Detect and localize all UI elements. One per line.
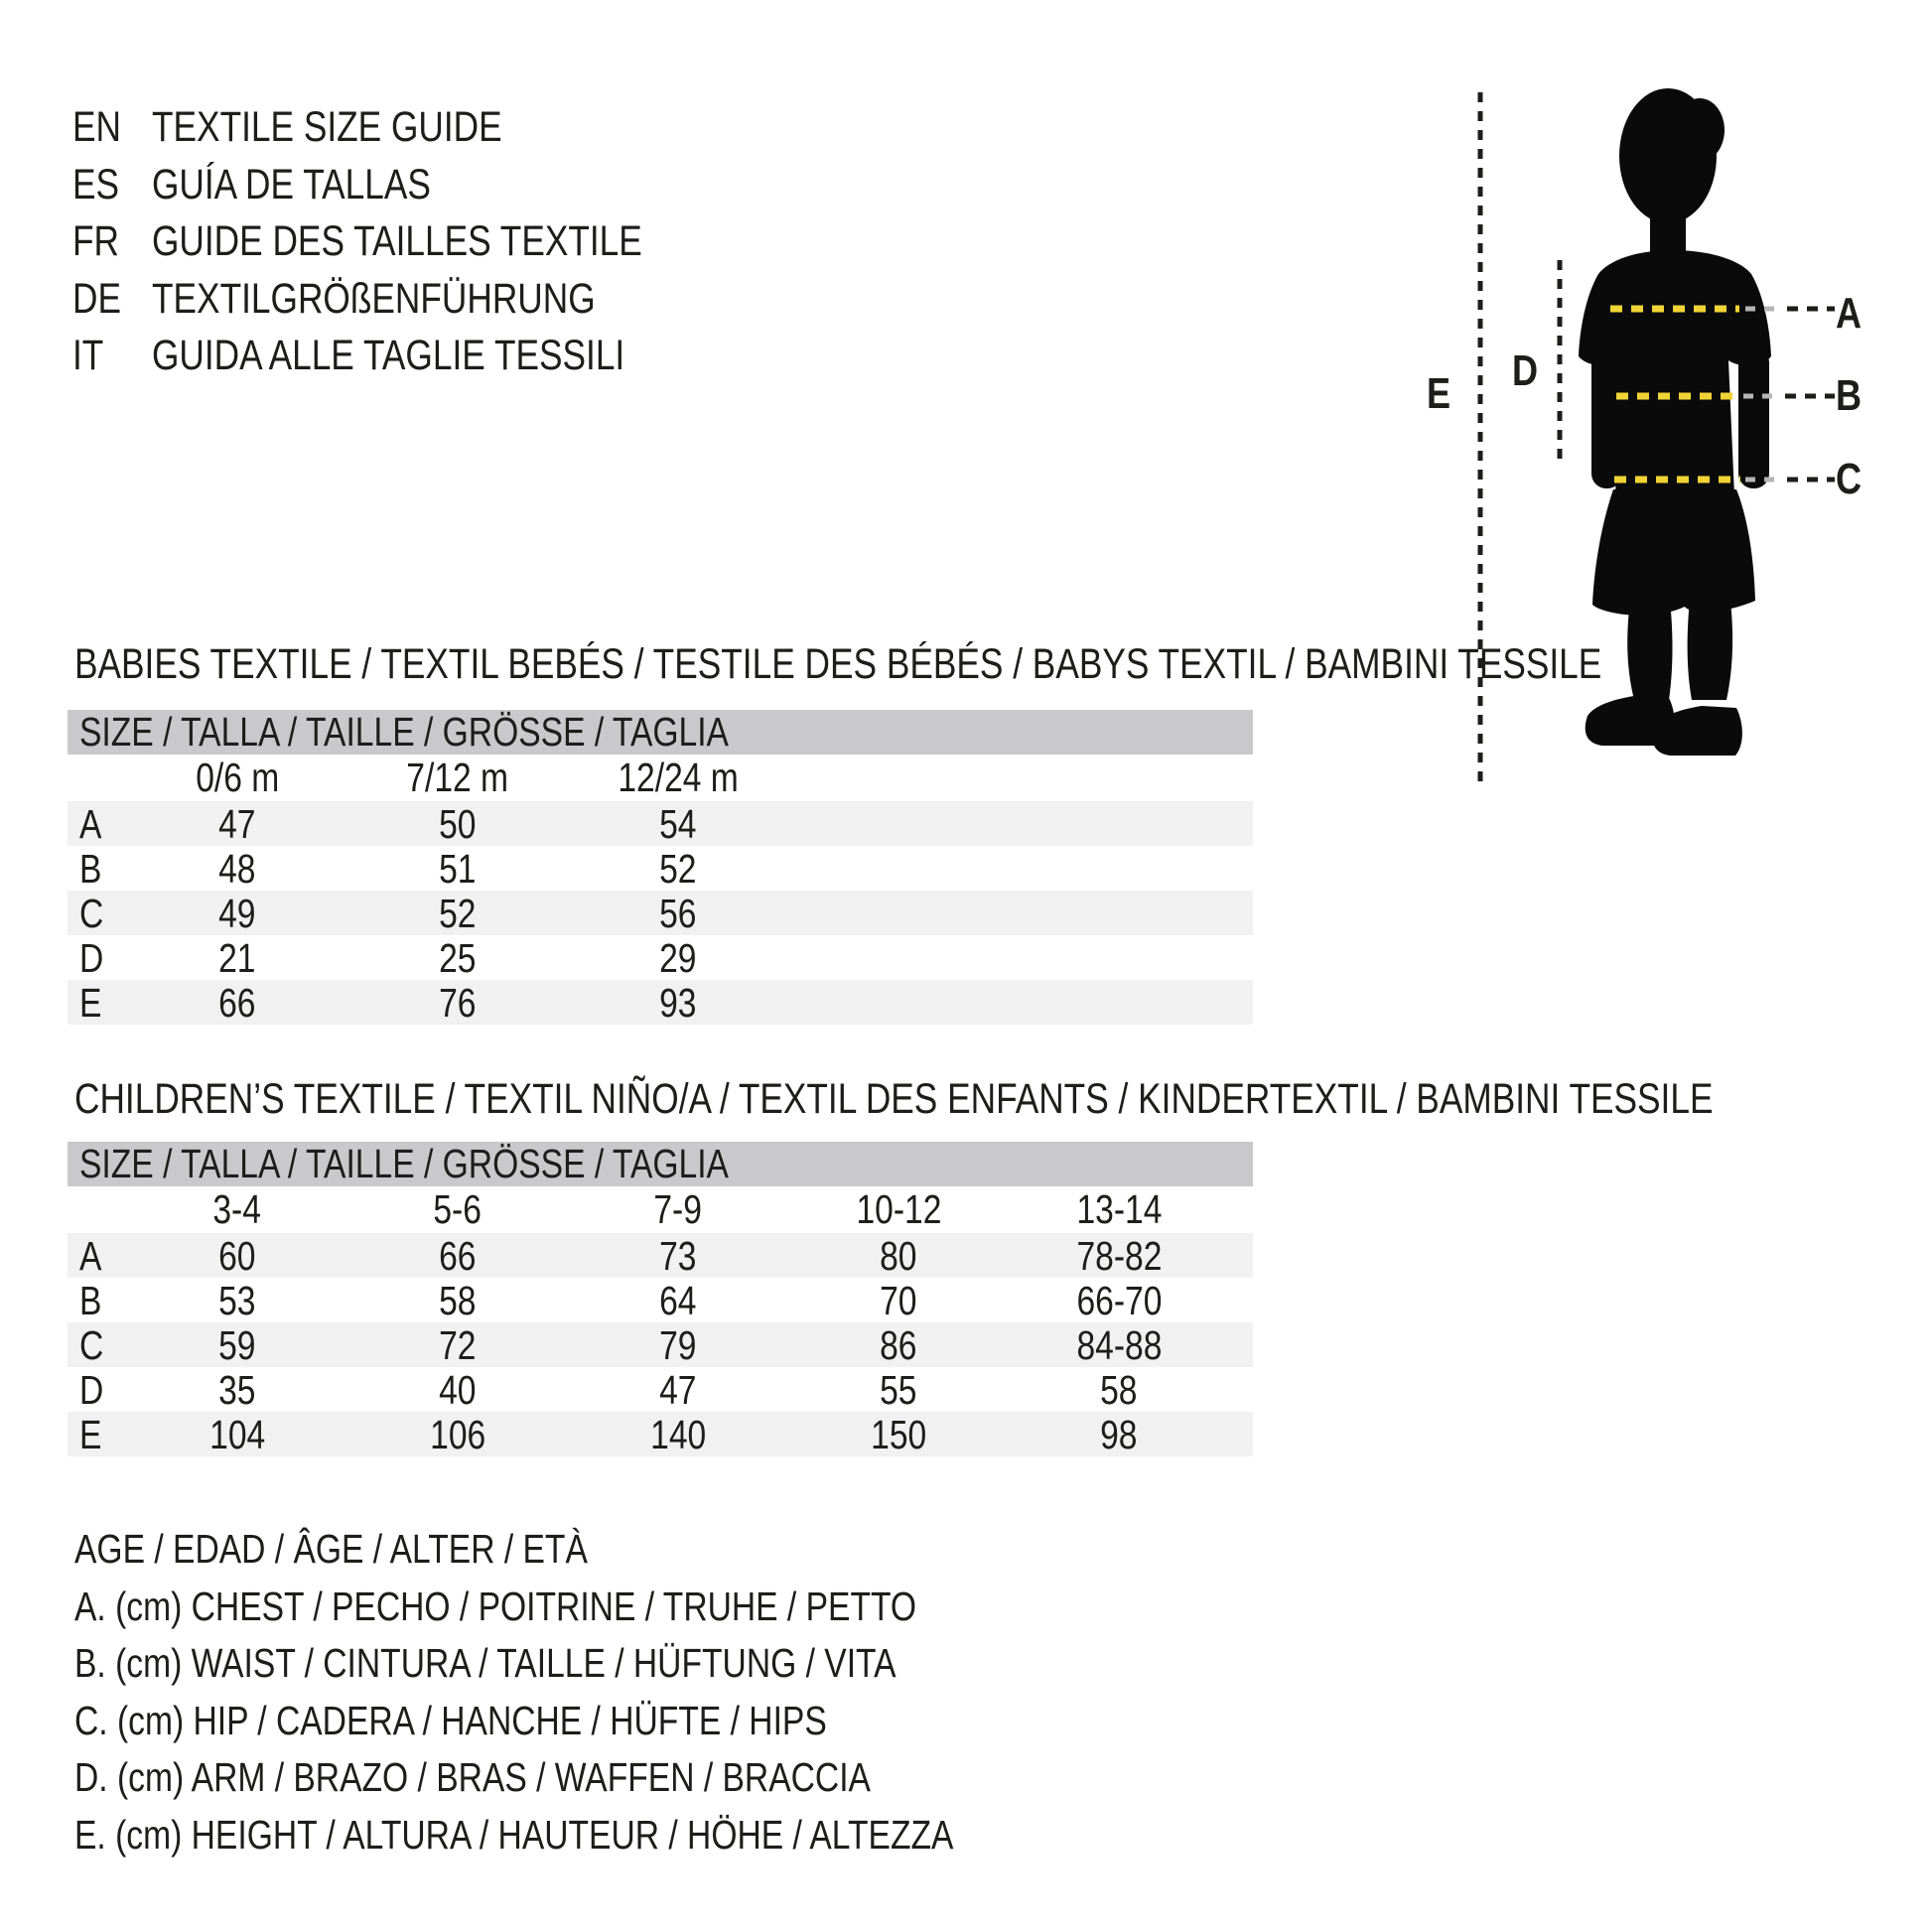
- table-cell: [347, 801, 568, 848]
- table-cell-text: 150: [870, 1412, 927, 1457]
- table-cell-text: 55: [880, 1367, 917, 1413]
- table-cell-text: 98: [1100, 1412, 1138, 1457]
- language-row-de: [72, 271, 750, 329]
- legend-line-text: D. (cm) ARM / BRAZO / BRAS / WAFFEN / BRACCIA: [74, 1754, 871, 1801]
- language-row-it: [72, 328, 750, 385]
- legend-line-text: B. (cm) WAIST / CINTURA / TAILLE / HÜFTUNG / VITA: [74, 1640, 897, 1687]
- language-code-text: FR: [72, 217, 120, 266]
- babies-section-heading: [74, 640, 1932, 688]
- table-cell-text: 64: [659, 1278, 697, 1323]
- figure-marker-d-text: D: [1512, 346, 1539, 395]
- table-cell: [347, 1233, 568, 1280]
- table-cell: [127, 801, 347, 848]
- table-cell: [788, 1412, 1009, 1458]
- table-cell: [568, 1278, 788, 1324]
- row-label-text: D: [79, 935, 104, 981]
- table-cell: [788, 1322, 1009, 1369]
- table-cell-text: 72: [439, 1322, 477, 1368]
- table-cell-text: 59: [218, 1322, 256, 1368]
- column-header-text: 3-4: [212, 1186, 262, 1232]
- language-code: [72, 332, 152, 380]
- language-title-text: TEXTILE SIZE GUIDE: [152, 103, 502, 152]
- table-cell: [347, 1412, 568, 1458]
- figure-marker-b: [1836, 371, 1867, 420]
- table-cell-text: 47: [659, 1367, 697, 1413]
- measurement-legend: [74, 1521, 1147, 1863]
- legend-line-age: [74, 1521, 1147, 1579]
- table-cell: [127, 1278, 347, 1324]
- table-cell-text: 140: [649, 1412, 707, 1457]
- table-cell-text: 73: [659, 1233, 697, 1279]
- column-header: [127, 1186, 347, 1233]
- table-cell: [347, 1278, 568, 1324]
- table-cell: [788, 1233, 1009, 1280]
- language-code: [72, 103, 152, 152]
- table-cell-text: 58: [439, 1278, 477, 1323]
- table-cell-text: 86: [880, 1322, 917, 1368]
- language-row-es: [72, 157, 750, 214]
- table-cell: [127, 846, 347, 893]
- language-title: [152, 332, 729, 380]
- table-cell-text: 84-88: [1076, 1322, 1162, 1368]
- row-label-text: C: [79, 1322, 104, 1368]
- row-label-text: E: [79, 980, 102, 1026]
- table-cell: [347, 1367, 568, 1414]
- language-title-text: GUIDA ALLE TAGLIE TESSILI: [152, 332, 625, 380]
- column-header-text: 13-14: [1076, 1186, 1162, 1232]
- legend-line-chest: [74, 1579, 1147, 1636]
- table-cell-text: 50: [439, 801, 477, 847]
- table-cell-text: 25: [439, 935, 477, 981]
- table-row: [68, 1367, 1253, 1412]
- column-header: [347, 755, 568, 801]
- table-cell-text: 66: [439, 1233, 477, 1279]
- children-size-bar-text: SIZE / TALLA / TAILLE / GRÖSSE / TAGLIA: [79, 1141, 729, 1186]
- language-code-text: EN: [72, 103, 121, 152]
- table-cell: [127, 891, 347, 937]
- children-section-heading: [74, 1075, 1932, 1123]
- column-header-text: 10-12: [856, 1186, 941, 1232]
- legend-line-text: E. (cm) HEIGHT / ALTURA / HAUTEUR / HÖHE / ALTEZZA: [74, 1811, 954, 1858]
- table-cell-text: 48: [218, 846, 256, 892]
- table-cell: [127, 935, 347, 982]
- row-label: [68, 1278, 127, 1324]
- language-title-text: GUÍA DE TALLAS: [152, 160, 431, 208]
- column-header: [1009, 1186, 1229, 1233]
- figure-marker-e: [1427, 369, 1455, 418]
- column-header: [568, 755, 788, 801]
- table-cell-text: 76: [439, 980, 477, 1026]
- table-cell: [347, 1322, 568, 1369]
- table-cell: [1009, 1322, 1229, 1369]
- children-size-table: [68, 1142, 1253, 1456]
- table-cell: [1009, 1278, 1229, 1324]
- figure-marker-c-text: C: [1836, 455, 1863, 503]
- table-cell: [347, 891, 568, 937]
- table-cell-text: 66-70: [1076, 1278, 1162, 1323]
- column-header-text: 0/6 m: [195, 755, 280, 800]
- babies-size-bar-text: SIZE / TALLA / TAILLE / GRÖSSE / TAGLIA: [79, 709, 729, 755]
- children-column-header-row: [68, 1186, 1253, 1233]
- table-cell: [1009, 1233, 1229, 1280]
- figure-marker-a-text: A: [1836, 289, 1863, 338]
- language-row-fr: [72, 213, 750, 271]
- column-header-text: 7-9: [653, 1186, 703, 1232]
- language-title: [152, 217, 750, 266]
- row-label-text: E: [79, 1412, 102, 1457]
- legend-line-arm: [74, 1749, 1147, 1807]
- table-cell: [568, 1412, 788, 1458]
- figure-marker-b-text: B: [1836, 371, 1863, 420]
- table-row: [68, 935, 1253, 980]
- row-label-text: C: [79, 891, 104, 936]
- row-label: [68, 935, 127, 982]
- column-header: [127, 755, 347, 801]
- table-cell: [127, 1412, 347, 1458]
- column-header-text: 5-6: [433, 1186, 483, 1232]
- table-row: [68, 801, 1253, 846]
- table-cell-text: 29: [659, 935, 697, 981]
- legend-line-hip: [74, 1693, 1147, 1750]
- legend-line-height: [74, 1807, 1147, 1864]
- babies-column-header-row: [68, 755, 1253, 801]
- column-header: [568, 1186, 788, 1233]
- table-cell-text: 52: [439, 891, 477, 936]
- language-code-text: DE: [72, 274, 121, 323]
- column-header-text: 12/24 m: [618, 755, 739, 800]
- figure-marker-d: [1512, 346, 1544, 395]
- row-label: [68, 1367, 127, 1414]
- table-cell-text: 79: [659, 1322, 697, 1368]
- legend-line-text: A. (cm) CHEST / PECHO / POITRINE / TRUHE / PETTO: [74, 1583, 917, 1629]
- table-row: [68, 891, 1253, 935]
- table-cell-text: 54: [659, 801, 697, 847]
- table-cell: [127, 1233, 347, 1280]
- language-code: [72, 275, 152, 324]
- language-title: [152, 161, 492, 209]
- silhouette-hair: [1675, 98, 1725, 162]
- table-cell-text: 106: [429, 1412, 486, 1457]
- language-title: [152, 275, 693, 324]
- table-cell: [127, 980, 347, 1027]
- table-row: [68, 980, 1253, 1025]
- babies-size-bar: [68, 710, 1253, 755]
- table-cell-text: 60: [218, 1233, 256, 1279]
- silhouette-right-arm: [1738, 347, 1769, 488]
- column-header-text: 7/12 m: [406, 755, 509, 800]
- table-cell-text: 35: [218, 1367, 256, 1413]
- children-section-heading-text: CHILDREN’S TEXTILE / TEXTIL NIÑO/A / TEXTIL DES ENFANTS / KINDERTEXTIL / BAMBINI TESSILE: [74, 1075, 1714, 1123]
- table-cell: [347, 980, 568, 1027]
- row-label: [68, 1412, 127, 1458]
- figure-marker-c: [1836, 455, 1867, 503]
- table-cell: [568, 1367, 788, 1414]
- table-row: [68, 1412, 1253, 1456]
- language-row-en: [72, 99, 750, 157]
- language-title-text: TEXTILGRÖßENFÜHRUNG: [152, 274, 596, 323]
- table-cell-text: 56: [659, 891, 697, 936]
- row-label: [68, 801, 127, 848]
- table-cell-text: 70: [880, 1278, 917, 1323]
- table-cell: [1009, 1367, 1229, 1414]
- language-code: [72, 217, 152, 266]
- table-cell-text: 104: [208, 1412, 266, 1457]
- row-label: [68, 980, 127, 1027]
- children-size-bar: [68, 1142, 1253, 1186]
- silhouette-left-arm: [1591, 347, 1622, 488]
- table-cell-text: 51: [439, 846, 477, 892]
- language-title: [152, 103, 579, 152]
- babies-size-table: [68, 710, 1253, 1025]
- column-header: [347, 1186, 568, 1233]
- table-cell-text: 47: [218, 801, 256, 847]
- legend-line-text: C. (cm) HIP / CADERA / HANCHE / HÜFTE / HIPS: [74, 1697, 827, 1743]
- table-cell-text: 66: [218, 980, 256, 1026]
- table-cell-text: 80: [880, 1233, 917, 1279]
- row-label: [68, 891, 127, 937]
- table-cell: [1009, 1412, 1229, 1458]
- language-code: [72, 161, 152, 209]
- table-row: [68, 1278, 1253, 1322]
- row-label-text: D: [79, 1367, 104, 1413]
- table-cell: [347, 846, 568, 893]
- table-cell: [347, 935, 568, 982]
- row-label: [68, 1322, 127, 1369]
- table-row: [68, 1322, 1253, 1367]
- legend-line-waist: [74, 1635, 1147, 1693]
- table-cell-text: 78-82: [1076, 1233, 1162, 1279]
- table-cell-text: 21: [218, 935, 256, 981]
- table-cell-text: 53: [218, 1278, 256, 1323]
- table-cell-text: 52: [659, 846, 697, 892]
- row-label-text: A: [79, 801, 102, 847]
- table-cell: [568, 1322, 788, 1369]
- babies-section-heading-text: BABIES TEXTILE / TEXTIL BEBÉS / TESTILE DES BÉBÉS / BABYS TEXTIL / BAMBINI TESSILE: [74, 640, 1602, 688]
- table-cell-text: 58: [1100, 1367, 1138, 1413]
- table-cell-text: 40: [439, 1367, 477, 1413]
- table-cell: [568, 801, 788, 848]
- figure-marker-e-text: E: [1427, 369, 1451, 418]
- row-label-text: B: [79, 1278, 102, 1323]
- table-cell: [568, 980, 788, 1027]
- table-row: [68, 846, 1253, 891]
- table-cell-text: 49: [218, 891, 256, 936]
- figure-marker-a: [1836, 289, 1867, 338]
- table-cell: [568, 1233, 788, 1280]
- row-label-text: A: [79, 1233, 102, 1279]
- silhouette-shorts: [1592, 489, 1755, 616]
- table-cell: [568, 891, 788, 937]
- table-cell: [127, 1322, 347, 1369]
- table-cell: [127, 1367, 347, 1414]
- table-cell-text: 93: [659, 980, 697, 1026]
- language-title-block: [72, 99, 750, 385]
- language-title-text: GUIDE DES TAILLES TEXTILE: [152, 217, 642, 266]
- row-label-text: B: [79, 846, 102, 892]
- row-label: [68, 1233, 127, 1280]
- table-cell: [568, 935, 788, 982]
- table-row: [68, 1233, 1253, 1278]
- column-header: [788, 1186, 1009, 1233]
- language-code-text: ES: [72, 160, 120, 208]
- language-code-text: IT: [72, 332, 104, 380]
- table-cell: [788, 1278, 1009, 1324]
- table-cell: [788, 1367, 1009, 1414]
- silhouette-neck: [1650, 204, 1686, 258]
- row-label: [68, 846, 127, 893]
- table-cell: [568, 846, 788, 893]
- legend-line-text: AGE / EDAD / ÂGE / ALTER / ETÀ: [74, 1526, 588, 1573]
